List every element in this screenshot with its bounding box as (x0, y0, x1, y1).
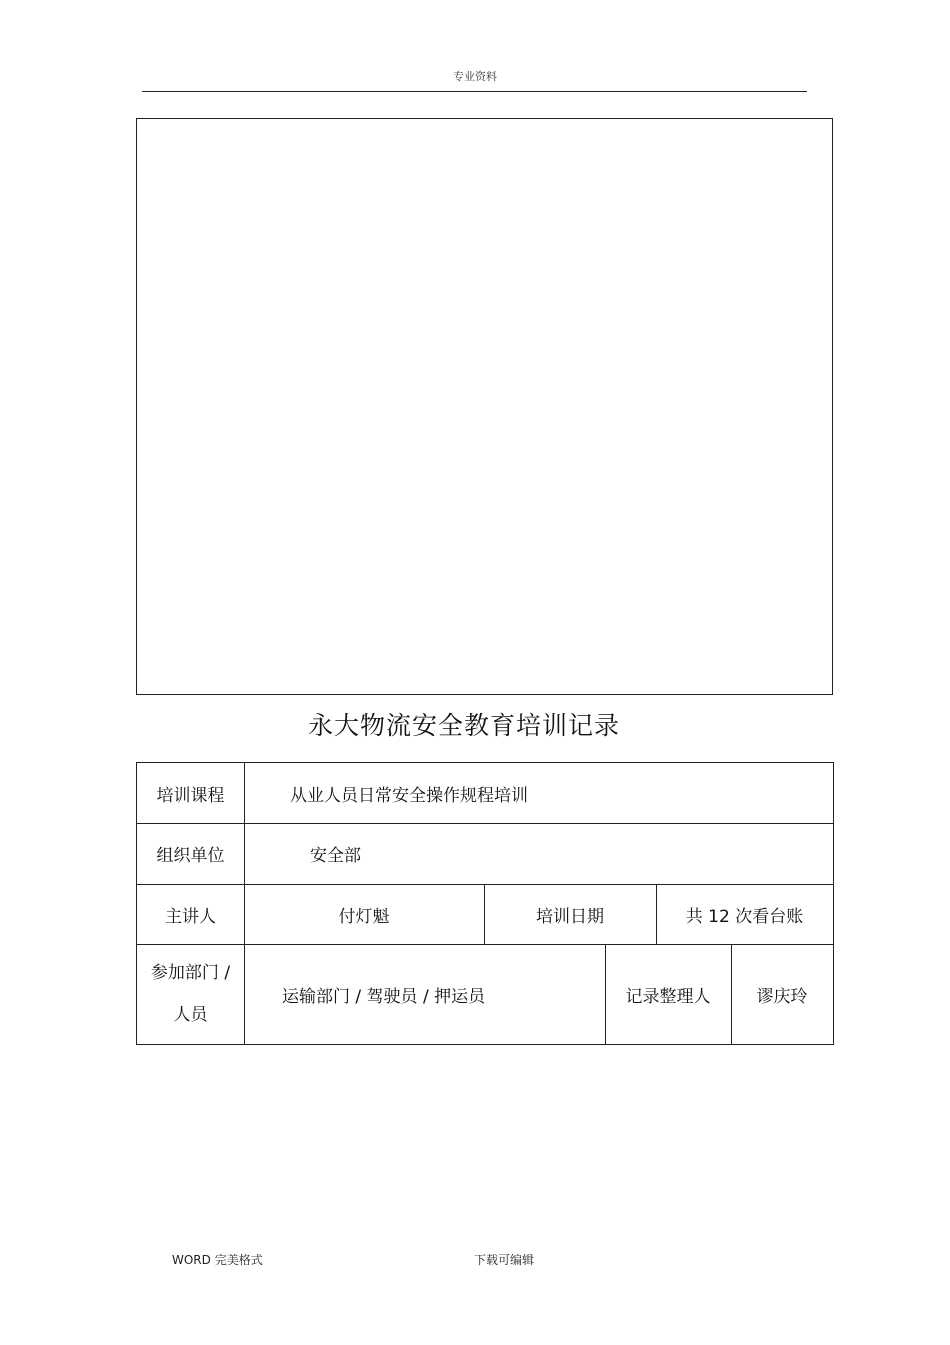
participants-value: 运输部门 / 驾驶员 / 押运员 (282, 986, 486, 1007)
blank-photo-frame (136, 118, 833, 695)
recorder-value: 谬庆玲 (756, 986, 808, 1007)
recorder-label: 记录整理人 (625, 986, 711, 1007)
participants-label-line1: 参加部门 / (150, 963, 231, 983)
training-date-label: 培训日期 (536, 906, 604, 927)
document-title: 永大物流安全教育培训记录 (307, 711, 620, 740)
page-header: 专业资料 (453, 70, 497, 83)
course-value: 从业人员日常安全操作规程培训 (290, 785, 528, 806)
lecturer-label: 主讲人 (165, 906, 216, 927)
organizer-label: 组织单位 (156, 846, 225, 866)
header-divider (142, 91, 807, 92)
course-label: 培训课程 (156, 785, 225, 806)
footer-format-note: WORD 完美格式 (172, 1253, 263, 1267)
training-record-table (136, 762, 834, 1045)
training-date-value: 共 12 次看台账 (685, 906, 804, 927)
organizer-value: 安全部 (310, 846, 361, 866)
lecturer-value: 付灯魁 (338, 906, 390, 927)
footer-editable-note: 下载可编辑 (474, 1253, 535, 1267)
participants-label-line2: 人员 (173, 1005, 208, 1025)
participants-label (137, 944, 244, 1044)
